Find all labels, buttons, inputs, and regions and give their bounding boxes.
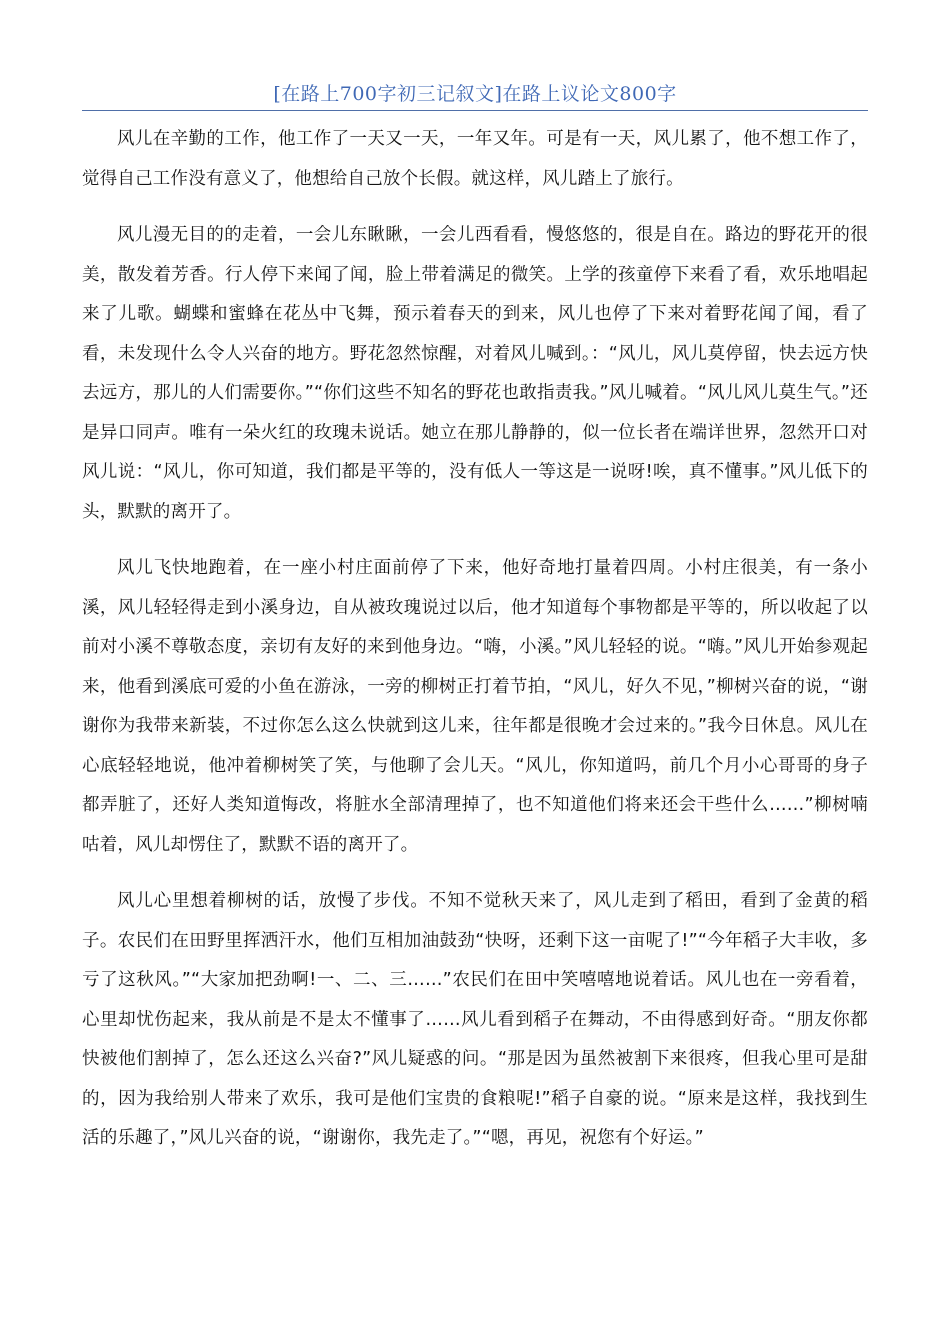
paragraph: 风儿漫无目的的走着，一会儿东瞅瞅，一会儿西看看，慢悠悠的，很是自在。路边的野花开的很美，散发着芳香。行人停下来闻了闻，脸上带着满足的微笑。上学的孩童停下来看了看，欢乐地唱起来了儿歌。蝴蝶和蜜蜂在花丛中飞舞，预示着春天的到来，风儿也停了下来对着野花闻了闻，看了看，未发现什么令人兴奋的地方。野花忽然惊醒，对着风儿喊到。：“风儿，风儿莫停留，快去远方快去远方，那儿的人们需要你。”“你们这些不知名的野花也敢指责我。”风儿喊着。“风儿风儿莫生气。”还是异口同声。唯有一朵火红的玫瑰未说话。她立在那儿静静的，似一位长者在端详世界，忽然开口对风儿说：“风儿，你可知道，我们都是平等的，没有低人一等这是一说呀!唉，真不懂事。”风儿低下的头，默默的离开了。 [82,225,868,522]
paragraph: 风儿在辛勤的工作，他工作了一天又一天，一年又年。可是有一天，风儿累了，他不想工作了，觉得自己工作没有意义了，他想给自己放个长假。就这样，风儿踏上了旅行。 [82,129,868,189]
paragraph: 风儿心里想着柳树的话，放慢了步伐。不知不觉秋天来了，风儿走到了稻田，看到了金黄的稻子。农民们在田野里挥洒汗水，他们互相加油鼓劲“快呀，还剩下这一亩呢了!”“今年稻子大丰收，多亏了这秋风。”“大家加把劲啊!一、二、三……”农民们在田中笑嘻嘻地说着话。风儿也在一旁看着，心里却忧伤起来，我从前是不是太不懂事了……风儿看到稻子在舞动，不由得感到好奇。“朋友你都快被他们割掉了，怎么还这么兴奋?”风儿疑惑的问。“那是因为虽然被割下来很疼，但我心里可是甜的，因为我给别人带来了欢乐，我可是他们宝贵的食粮呢!”稻子自豪的说。“原来是这样，我找到生活的乐趣了，”风儿兴奋的说，“谢谢你，我先走了。”“嗯，再见，祝您有个好运。” [82,891,868,1148]
document-title: [在路上700字初三记叙文]在路上议论文800字 [273,83,677,105]
document-header [82,80,868,111]
paragraph: 风儿飞快地跑着，在一座小村庄面前停了下来，他好奇地打量着四周。小村庄很美，有一条小溪，风儿轻轻得走到小溪身边，自从被玫瑰说过以后，他才知道每个事物都是平等的，所以收起了以前对小溪不尊敬态度，亲切有友好的来到他身边。“嗨，小溪。”风儿轻轻的说。“嗨。”风儿开始参观起来，他看到溪底可爱的小鱼在游泳，一旁的柳树正打着节拍，“风儿，好久不见，”柳树兴奋的说，“谢谢你为我带来新装，不过你怎么这么快就到这儿来，往年都是很晚才会过来的。”我今日休息。风儿在心底轻轻地说，他冲着柳树笑了笑，与他聊了会儿天。“风儿，你知道吗，前几个月小心哥哥的身子都弄脏了，还好人类知道悔改，将脏水全部清理掉了，也不知道他们将来还会干些什么……”柳树喃咕着，风儿却愣住了，默默不语的离开了。 [82,558,868,855]
document-body [82,120,868,1176]
